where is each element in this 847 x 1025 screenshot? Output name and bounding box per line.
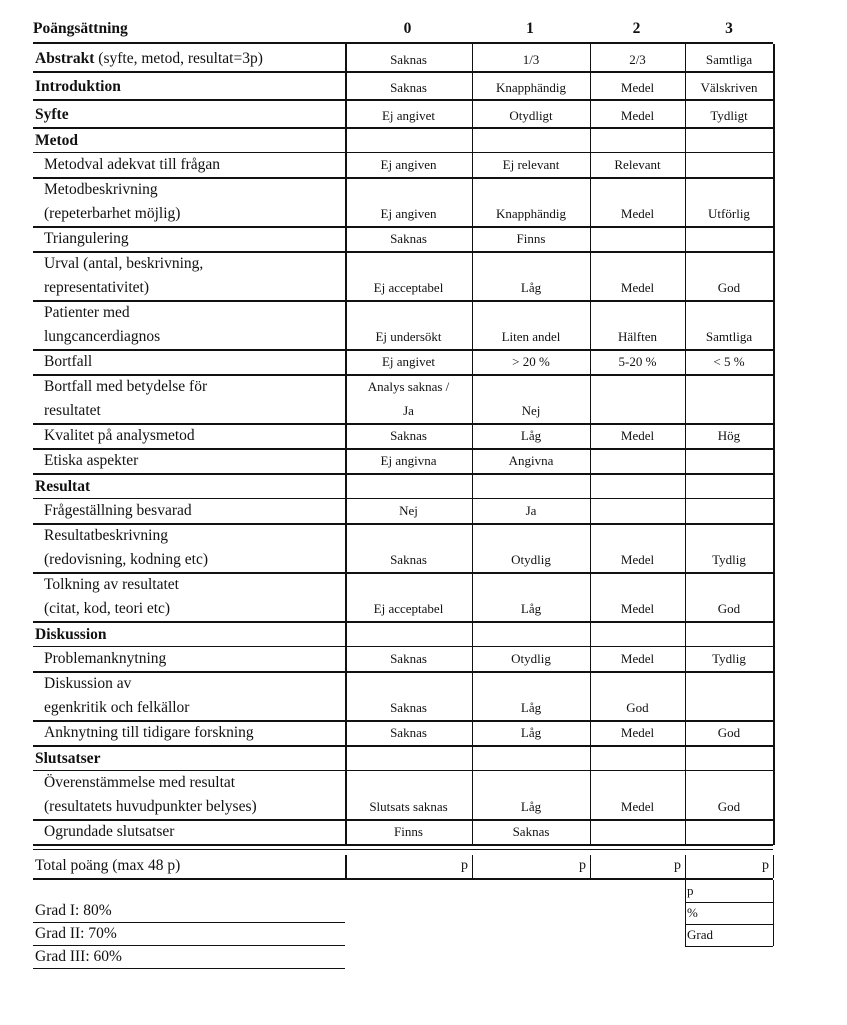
row-label: Metodbeskrivning	[44, 181, 158, 198]
row-label: Bortfall	[44, 353, 93, 370]
score-cell: Medel	[620, 80, 655, 95]
grade-label: Grad I: 80%	[35, 902, 112, 919]
column-divider	[773, 44, 775, 845]
score-cell: Medel	[620, 725, 655, 740]
row-label: Diskussion av	[44, 675, 132, 692]
score-cell: Saknas	[390, 651, 427, 666]
result-box-label: Grad	[687, 927, 713, 942]
row-divider	[33, 745, 773, 747]
header-score-2: 2	[632, 20, 641, 37]
score-cell: Låg	[520, 700, 542, 715]
score-cell: Ej relevant	[502, 157, 560, 172]
score-cell: Ej angiven	[380, 206, 437, 221]
result-box-rule	[685, 924, 773, 925]
row-divider	[33, 844, 773, 846]
grade-rule	[33, 968, 345, 969]
header-title: Poängsättning	[33, 20, 128, 37]
score-cell: Medel	[620, 206, 655, 221]
section-heading: Metod	[35, 132, 79, 149]
score-cell	[685, 824, 773, 842]
score-cell	[590, 824, 685, 842]
row-label: Anknytning till tidigare forskning	[44, 724, 254, 741]
row-label: (citat, kod, teori etc)	[44, 600, 171, 617]
result-box-rule	[685, 946, 773, 947]
score-cell: Saknas	[390, 428, 427, 443]
score-cell	[685, 157, 773, 175]
row-divider	[33, 152, 773, 153]
row-label: lungcancerdiagnos	[44, 328, 161, 345]
section-heading: Diskussion	[35, 626, 107, 643]
score-cell: Ej angivna	[380, 453, 437, 468]
score-cell	[590, 231, 685, 249]
row-divider	[33, 127, 773, 129]
score-cell: God	[626, 700, 649, 715]
score-cell: Tydlig	[712, 552, 746, 567]
score-cell	[685, 379, 773, 397]
score-cell: Ej angivet	[381, 354, 436, 369]
score-cell: Ej angivet	[381, 108, 436, 123]
score-cell: Finns	[394, 824, 423, 839]
row-divider	[33, 720, 773, 722]
score-cell: Saknas	[390, 552, 427, 567]
score-cell: 5-20 %	[618, 354, 657, 369]
score-cell: Otydlig	[511, 552, 551, 567]
total-unit: p	[579, 858, 586, 873]
row-divider	[33, 71, 773, 73]
row-divider	[33, 770, 773, 771]
row-label: Problemanknytning	[44, 650, 167, 667]
score-cell	[685, 453, 773, 471]
row-label: Patienter med	[44, 304, 130, 321]
score-cell: Tydlig	[712, 651, 746, 666]
score-cell: > 20 %	[512, 354, 550, 369]
header-rule	[33, 42, 773, 44]
row-label: Urval (antal, beskrivning,	[44, 255, 204, 272]
column-divider	[345, 44, 347, 845]
score-cell	[685, 403, 773, 421]
score-cell	[590, 453, 685, 471]
row-label	[33, 50, 341, 70]
score-cell: God	[717, 799, 741, 814]
score-cell: Medel	[620, 428, 655, 443]
score-cell: Tydligt	[710, 108, 748, 123]
score-cell: Medel	[620, 108, 655, 123]
row-divider	[33, 646, 773, 647]
column-divider	[773, 880, 774, 946]
row-label: Etiska aspekter	[44, 452, 139, 469]
row-label	[33, 106, 341, 126]
row-divider	[33, 621, 773, 623]
score-cell: God	[717, 725, 741, 740]
score-cell: Liten andel	[501, 329, 561, 344]
score-cell: Nej	[521, 403, 541, 418]
score-cell: Ja	[403, 403, 414, 418]
score-cell: Låg	[520, 601, 542, 616]
result-box-label: p	[687, 883, 694, 898]
score-cell: Nej	[399, 503, 418, 518]
score-cell	[685, 503, 773, 521]
grade-rule	[33, 922, 345, 923]
row-label: (resultatets huvudpunkter belyses)	[44, 798, 257, 815]
row-divider	[33, 671, 773, 673]
row-label: (repeterbarhet möjlig)	[44, 205, 181, 222]
result-box-label: %	[687, 905, 698, 920]
score-cell: Ej undersökt	[375, 329, 442, 344]
score-cell: Slutsats saknas	[369, 799, 448, 814]
row-divider	[33, 448, 773, 450]
grade-rule	[33, 945, 345, 946]
header-score-1: 1	[526, 20, 534, 37]
score-cell	[590, 379, 685, 397]
column-divider	[472, 44, 473, 845]
total-unit: p	[762, 858, 769, 873]
row-label: Metodval adekvat till frågan	[44, 156, 221, 173]
row-heading-suffix: (syfte, metod, resultat=3p)	[94, 50, 263, 67]
score-cell: Saknas	[390, 231, 427, 246]
column-divider	[685, 44, 686, 845]
score-cell: Ja	[525, 503, 537, 518]
score-cell	[590, 403, 685, 421]
row-divider	[33, 498, 773, 499]
row-divider	[33, 572, 773, 574]
row-label: representativitet)	[44, 279, 150, 296]
row-divider	[33, 819, 773, 821]
score-cell: Samtliga	[705, 329, 753, 344]
score-cell: Samtliga	[705, 52, 753, 67]
row-divider	[33, 226, 773, 228]
section-heading: Resultat	[35, 478, 91, 495]
score-cell: Låg	[520, 725, 542, 740]
score-cell: Ej angiven	[380, 157, 437, 172]
row-heading: Syfte	[35, 106, 69, 123]
score-cell: Saknas	[390, 80, 427, 95]
score-cell: Otydligt	[509, 108, 553, 123]
score-cell	[472, 379, 590, 397]
score-cell: Medel	[620, 280, 655, 295]
score-cell	[685, 231, 773, 249]
score-cell: Medel	[620, 601, 655, 616]
score-cell	[590, 503, 685, 521]
row-label: Triangulering	[44, 230, 129, 247]
score-cell: Saknas	[512, 824, 550, 839]
total-unit: p	[674, 858, 681, 873]
row-divider	[33, 423, 773, 425]
score-cell: God	[717, 280, 741, 295]
header-score-0: 0	[403, 20, 412, 37]
row-divider	[33, 99, 773, 101]
score-cell: Låg	[520, 280, 542, 295]
score-cell: Saknas	[390, 700, 427, 715]
row-divider	[33, 473, 773, 475]
row-label	[33, 78, 341, 98]
row-divider	[33, 251, 773, 253]
row-label: Frågeställning besvarad	[44, 502, 192, 519]
score-cell: Otydlig	[511, 651, 551, 666]
score-cell: Medel	[620, 552, 655, 567]
row-divider	[33, 349, 773, 351]
header-score-3: 3	[725, 20, 733, 37]
row-divider	[33, 177, 773, 179]
total-unit: p	[461, 858, 468, 873]
score-cell: God	[717, 601, 741, 616]
score-cell: Relevant	[614, 157, 661, 172]
total-label: Total poäng (max 48 p)	[35, 857, 181, 874]
score-cell: 1/3	[522, 52, 540, 67]
row-label: resultatet	[44, 402, 101, 419]
grade-label: Grad II: 70%	[35, 925, 117, 942]
score-cell: Låg	[520, 428, 542, 443]
total-underline	[33, 878, 773, 880]
score-cell: Analys saknas /	[367, 379, 450, 394]
row-heading: Introduktion	[35, 78, 121, 95]
row-label: Resultatbeskrivning	[44, 527, 168, 544]
score-cell: Knapphändig	[495, 80, 567, 95]
column-divider	[773, 855, 774, 878]
row-heading: Abstrakt	[35, 50, 95, 67]
section-heading: Slutsatser	[35, 750, 101, 767]
row-label: Tolkning av resultatet	[44, 576, 179, 593]
score-cell: Utförlig	[708, 206, 750, 221]
row-label: Ogrundade slutsatser	[44, 823, 175, 840]
score-cell: 2/3	[629, 52, 646, 67]
score-cell: Ej acceptabel	[373, 280, 444, 295]
score-cell: Finns	[516, 231, 546, 246]
row-label: Kvalitet på analysmetod	[44, 427, 195, 444]
score-cell: Knapphändig	[495, 206, 567, 221]
row-divider	[33, 523, 773, 525]
row-label: Bortfall med betydelse för	[44, 378, 208, 395]
score-cell: Välskriven	[700, 80, 758, 95]
score-cell: Hög	[717, 428, 741, 443]
score-cell: Ej acceptabel	[373, 601, 444, 616]
row-divider	[33, 300, 773, 302]
score-cell: Låg	[520, 799, 542, 814]
result-box-rule	[685, 902, 773, 903]
total-rule	[33, 849, 773, 850]
row-label: (redovisning, kodning etc)	[44, 551, 209, 568]
score-cell: < 5 %	[713, 354, 745, 369]
score-cell: Medel	[620, 799, 655, 814]
score-cell: Angivna	[508, 453, 554, 468]
score-cell: Medel	[620, 651, 655, 666]
score-cell	[685, 700, 773, 718]
column-divider	[590, 44, 591, 845]
row-label: egenkritik och felkällor	[44, 699, 190, 716]
row-divider	[33, 374, 773, 376]
score-cell: Saknas	[390, 52, 427, 67]
score-cell: Hälften	[618, 329, 657, 344]
score-cell: Saknas	[390, 725, 427, 740]
row-label: Överenstämmelse med resultat	[44, 774, 236, 791]
grade-label: Grad III: 60%	[35, 948, 122, 965]
